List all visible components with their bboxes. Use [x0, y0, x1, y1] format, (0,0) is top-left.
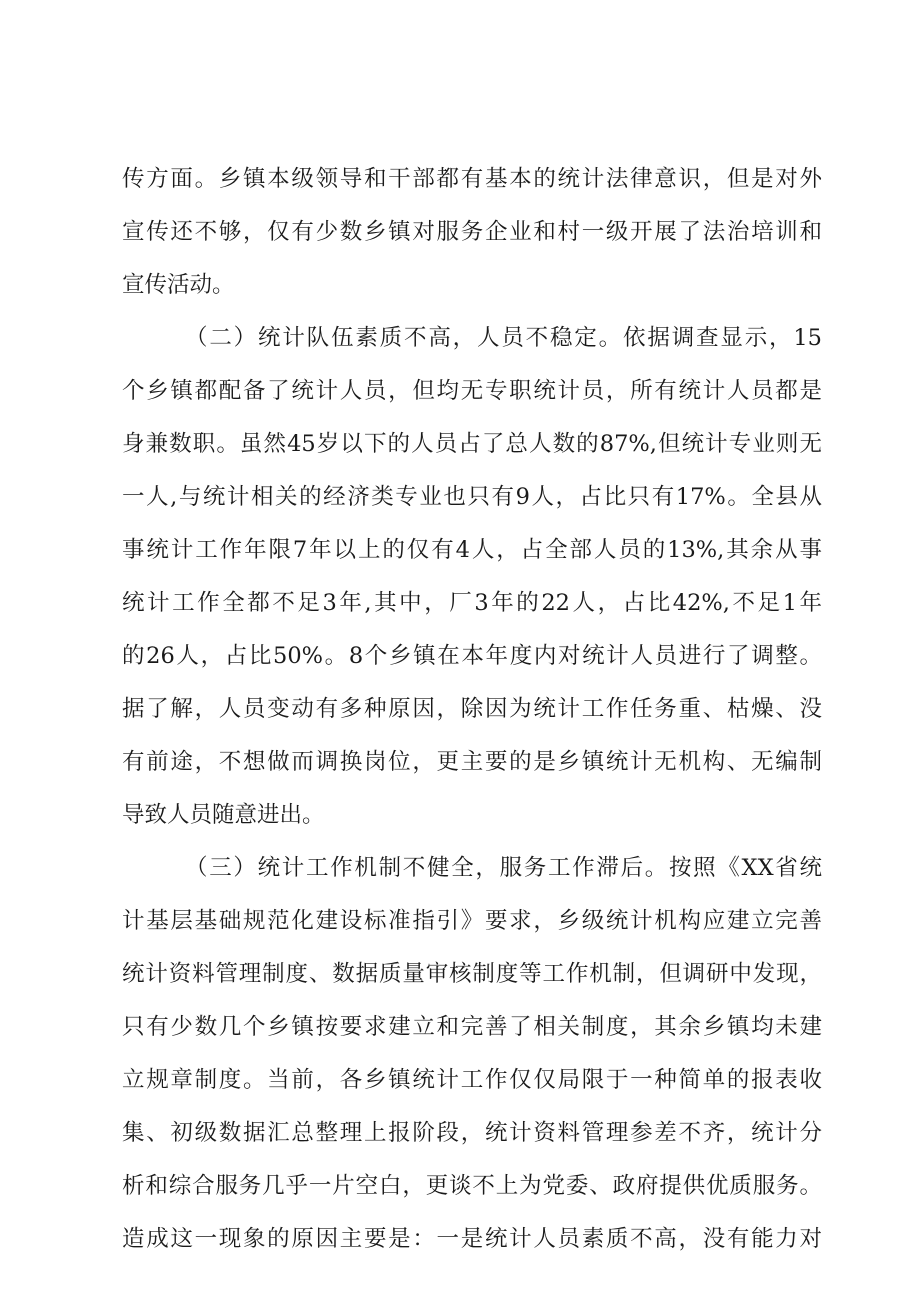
text-line: 计基层基础规范化建设标准指引》要求，乡级统计机构应建立完善	[122, 908, 822, 934]
text-line: 传方面。乡镇本级领导和干部都有基本的统计法律意识，但是对外	[122, 166, 822, 192]
body-text	[122, 153, 822, 1266]
paragraph-continuation	[122, 153, 822, 312]
text-line: 宣传活动。	[122, 272, 235, 298]
text-line: 导致人员随意进出。	[122, 802, 325, 828]
text-line: 一人,与统计相关的经济类专业也只有9人，占比只有17%。全县从	[122, 484, 822, 510]
text-line: 集、初级数据汇总整理上报阶段，统计资料管理参差不齐，统计分	[122, 1120, 822, 1146]
text-line: 据了解，人员变动有多种原因，除因为统计工作任务重、枯燥、没	[122, 696, 822, 722]
text-line: 造成这一现象的原因主要是：一是统计人员素质不高，没有能力对	[122, 1226, 822, 1252]
text-line: 宣传还不够，仅有少数乡镇对服务企业和村一级开展了法治培训和	[122, 219, 822, 245]
text-line: 个乡镇都配备了统计人员，但均无专职统计员，所有统计人员都是	[122, 378, 822, 404]
text-line: 有前途，不想做而调换岗位，更主要的是乡镇统计无机构、无编制	[122, 749, 822, 775]
text-line: 统计工作全都不足3年,其中，厂3年的22人，占比42%,不足1年	[122, 590, 822, 616]
text-line: 析和综合服务几乎一片空白，更谈不上为党委、政府提供优质服务。	[122, 1173, 822, 1199]
paragraph-section-3	[122, 842, 822, 1266]
text-line: 身兼数职。虽然45岁以下的人员占了总人数的87%,但统计专业则无	[122, 431, 822, 457]
paragraph-heading-line: （三）统计工作机制不健全，服务工作滞后。按照《XX省统	[185, 855, 822, 881]
text-line: 统计资料管理制度、数据质量审核制度等工作机制，但调研中发现，	[122, 961, 822, 987]
text-line: 的26人，占比50%。8个乡镇在本年度内对统计人员进行了调整。	[122, 643, 822, 669]
paragraph-section-2	[122, 312, 822, 842]
paragraph-heading-line: （二）统计队伍素质不高，人员不稳定。依据调查显示，15	[185, 325, 822, 351]
text-line: 只有少数几个乡镇按要求建立和完善了相关制度，其余乡镇均未建	[122, 1014, 822, 1040]
text-line: 立规章制度。当前，各乡镇统计工作仅仅局限于一种简单的报表收	[122, 1067, 822, 1093]
text-line: 事统计工作年限7年以上的仅有4人，占全部人员的13%,其余从事	[122, 537, 822, 563]
